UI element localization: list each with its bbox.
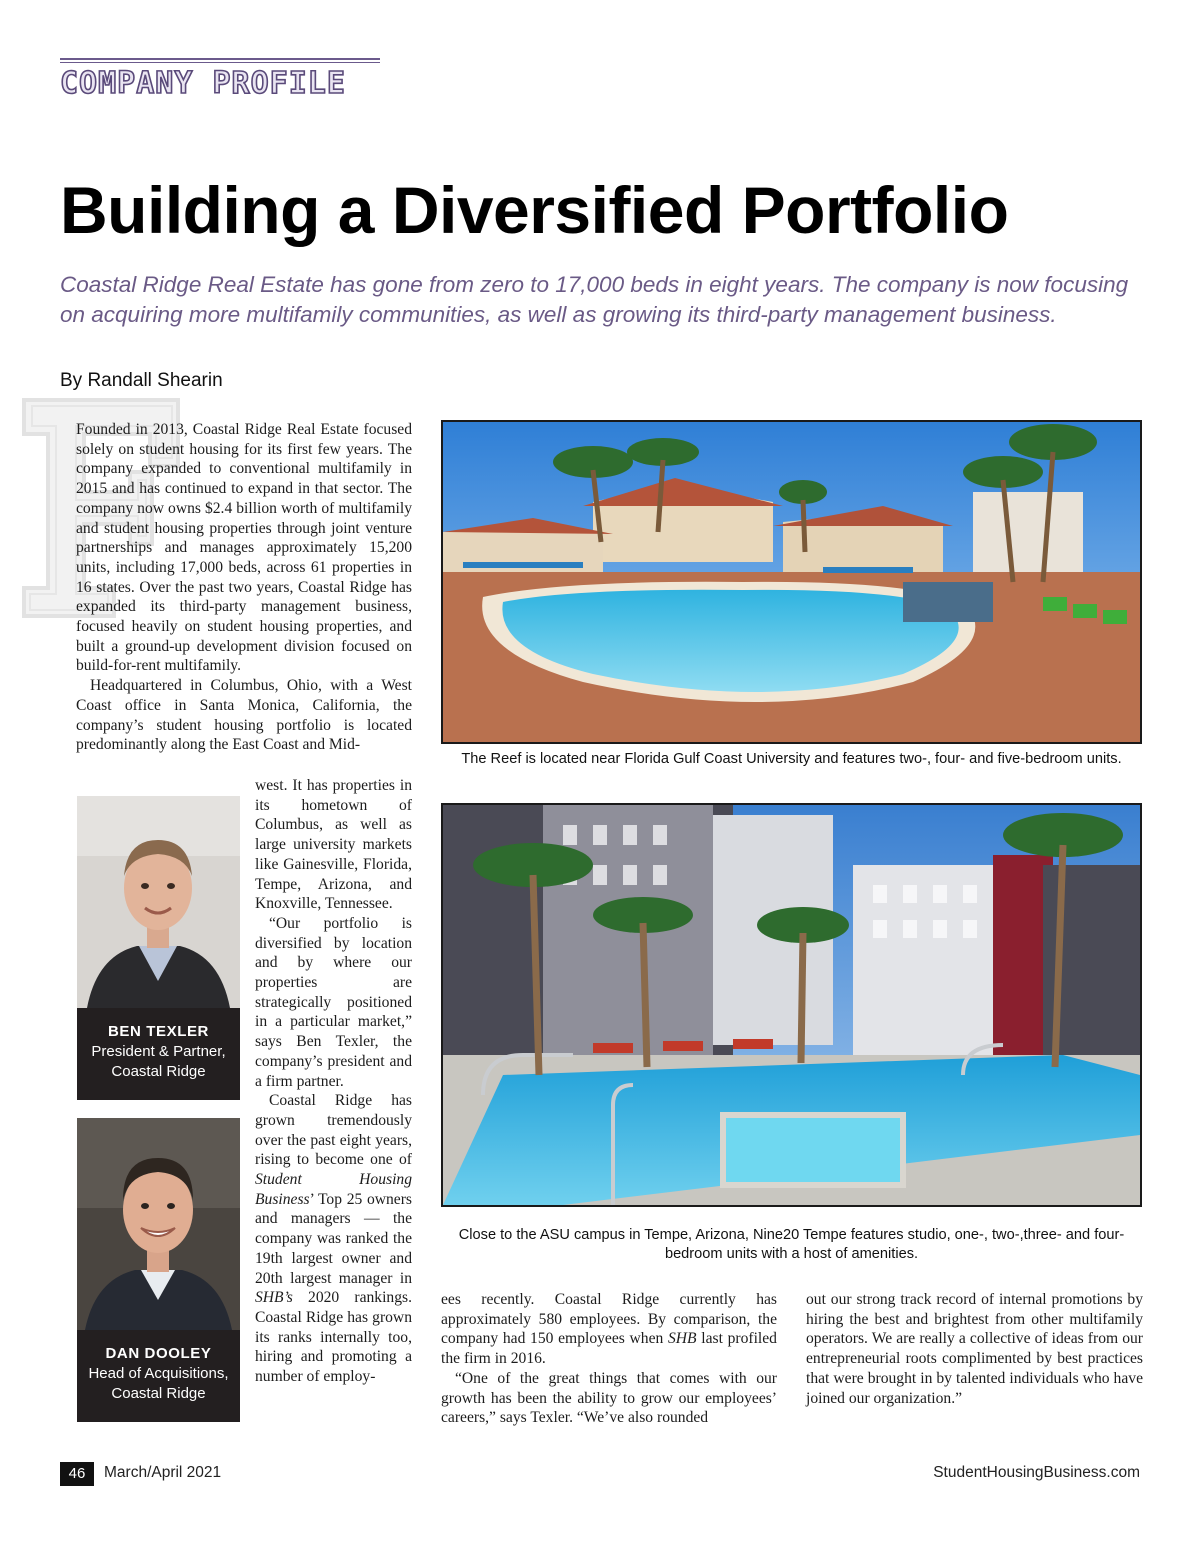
photo-nine20-tempe — [441, 803, 1142, 1207]
deck: Coastal Ridge Real Estate has gone from zero to 17,000 beds in eight years. The company is now focusing on acquiring more multifamily communities, as well as growing its third-party management business. — [60, 272, 1129, 327]
paragraph: west. It has properties in its hometown of Columbus, as well as large university markets like Gainesville, Florida, Tempe, Arizona, and Knoxville, Tennessee. — [255, 777, 412, 913]
text-run: ’ Top 25 owners and managers — the company was ranked the 19th largest owner and 20th largest manager in — [255, 1190, 412, 1287]
person-photo — [77, 1118, 240, 1330]
paragraph: out our strong track record of internal promotions by hiring the best and brightest from other multifamily operators. We are really a collective of ideas from our entrepreneurial roots complimented by best practices that were brought in by talented individuals who have joined our organization.” — [806, 1291, 1143, 1407]
caption-dan-dooley — [77, 1330, 240, 1422]
paragraph: “One of the great things that comes with our growth has been the ability to grow our employees’ careers,” says Texler. “We’ve also rounded — [441, 1369, 777, 1427]
person-title: President & Partner, — [91, 1043, 226, 1060]
person-name: DAN DOOLEY — [105, 1345, 212, 1362]
person-photo — [77, 796, 240, 1008]
article-column-1 — [76, 420, 412, 755]
text-run: 2020 rankings. Coastal Ridge has grown its ranks internally too, hiring and promoting a number of employ- — [255, 1289, 412, 1386]
article-column-1-continued — [255, 776, 412, 1387]
paragraph — [255, 1091, 412, 1387]
pool-illustration — [443, 422, 1140, 742]
paragraph: Founded in 2013, Coastal Ridge Real Estate focused solely on student housing for its first few years. The company expanded to conventional multifamily in 2015 and has continued to expand in that sector. The company now owns $2.4 billion worth of multifamily and student housing properties through joint venture partnerships and manages approximately 15,200 units, including 17,000 beds, across 61 properties in 16 states. Over the past two years, Coastal Ridge has expanded its third-party management business, focused heavily on student housing properties, and built a ground-up development division focused on build-for-rent multifamily. — [76, 421, 412, 675]
paragraph — [441, 1290, 777, 1369]
photo-the-reef — [441, 420, 1142, 744]
text-run: last profiled the firm in 2016. — [441, 1330, 777, 1368]
publication-abbrev: SHB’s — [255, 1289, 293, 1307]
pool-illustration — [443, 805, 1140, 1205]
article-column-2 — [441, 1290, 777, 1428]
publication-title: Student Housing Business — [255, 1171, 412, 1208]
headline: Building a Diversified Portfolio — [60, 173, 1009, 247]
website-url: StudentHousingBusiness.com — [933, 1464, 1140, 1481]
page-number: 46 — [60, 1462, 94, 1486]
byline: By Randall Shearin — [60, 370, 223, 391]
text-run: ees recently. Coastal Ridge currently has approximately 580 employees. By comparison, the company had 150 employees when — [441, 1291, 777, 1348]
section-label: COMPANY PROFILE — [60, 66, 346, 101]
photo-caption: The Reef is located near Florida Gulf Coast University and features two-, four- and five-bedroom units. — [461, 751, 1122, 767]
caption-ben-texler — [77, 1008, 240, 1100]
text-run: Coastal Ridge has grown tremendously over the past eight years, rising to become one of — [255, 1092, 412, 1169]
person-title: Head of Acquisitions, — [88, 1365, 229, 1382]
article-column-3 — [806, 1290, 1143, 1408]
person-organization: Coastal Ridge — [111, 1063, 206, 1080]
portrait-dan-dooley — [77, 1118, 240, 1330]
person-organization: Coastal Ridge — [111, 1385, 206, 1402]
section-rule — [60, 58, 380, 63]
person-name: BEN TEXLER — [107, 1023, 209, 1040]
photo-caption: Close to the ASU campus in Tempe, Arizona, Nine20 Tempe features studio, one-, two-,three- and four-bedroom units with a host of amenities. — [458, 1227, 1125, 1262]
paragraph: “Our portfolio is diversified by location and by where our properties are strategically positioned in a particular market,” says Ben Texler, the company’s president and a firm partner. — [255, 914, 412, 1090]
portrait-ben-texler — [77, 796, 240, 1008]
paragraph: Headquartered in Columbus, Ohio, with a West Coast office in Santa Monica, California, the company’s student housing portfolio is located predominantly along the East Coast and Mid- — [76, 677, 412, 754]
publication-abbrev: SHB — [667, 1330, 697, 1348]
issue-date: March/April 2021 — [104, 1464, 222, 1481]
